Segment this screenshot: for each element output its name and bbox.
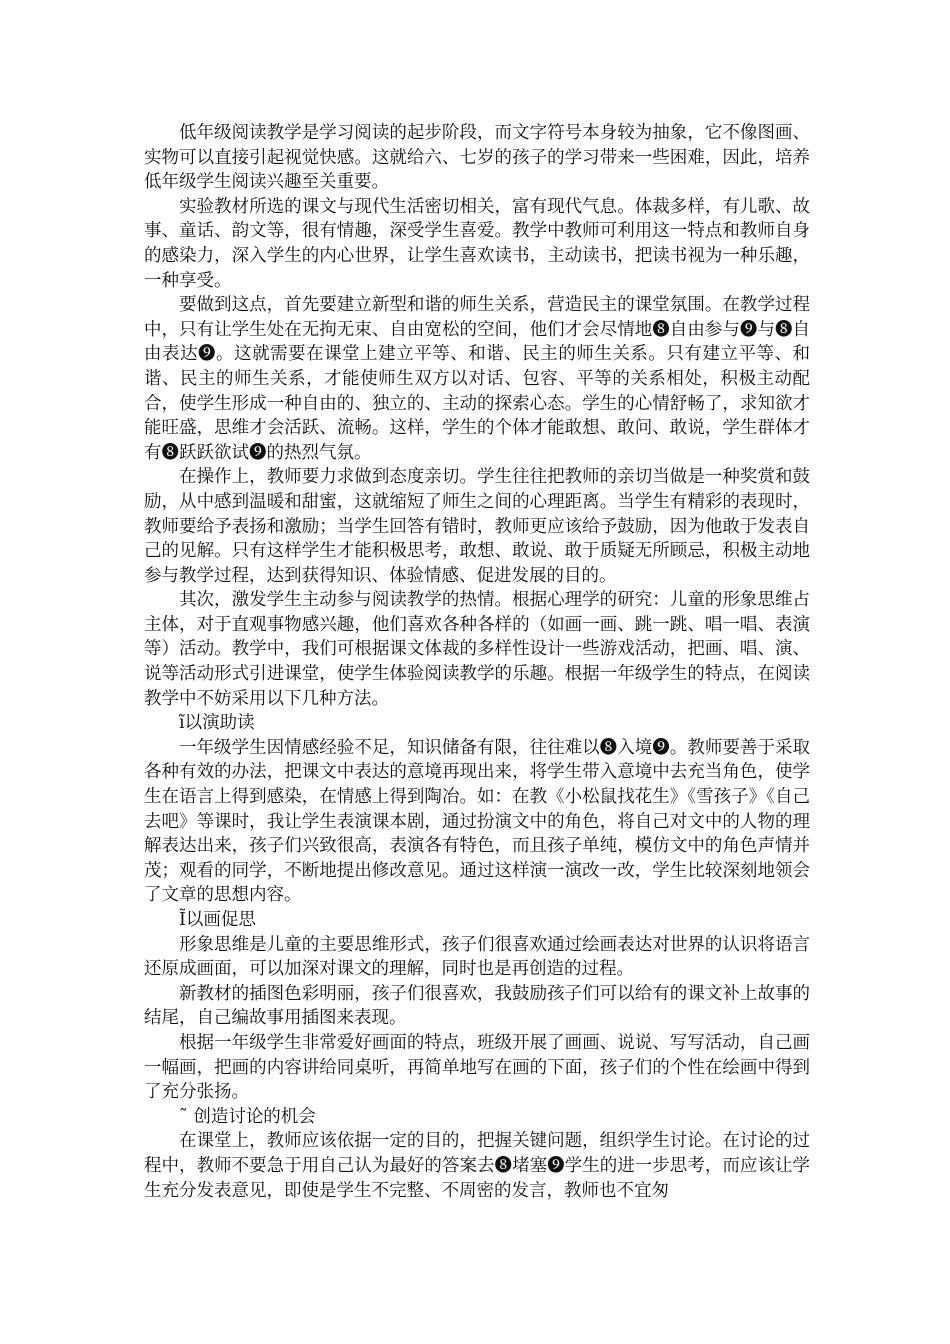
paragraph-acting: 一年级学生因情感经验不足，知识储备有限，往往难以❽入境❾。教师要善于采取各种有效的办法，把课文中表达的意境再现出来，将学生带入意境中去充当角色，使学生在语言上得到感染，在情感上得到陶冶。如：在教《小松鼠找花生》《雪孩子》《自己去吧》等课时，我让学生表演课本剧，通过扮演文中的角色，将自己对文中的人物的理解表达出来，孩子们兴致很高，表演各有特色，而且孩子单纯，模仿文中的角色声情并茂；观看的同学，不断地提出修改意见。通过这样演一演改一改，学生比较深刻地领会了文章的思想内容。: [144, 737, 810, 906]
section-heading-drawing: Ĩ以画促思: [179, 910, 256, 930]
document-body: [144, 121, 810, 1203]
paragraph-relationship: 要做到这点，首先要建立新型和谐的师生关系，营造民主的课堂氛围。在教学过程中，只有让学生处在无拘无束、自由宽松的空间，他们才会尽情地❽自由参与❾与❽自由表达❾。这就需要在课堂上建立平等、和谐、民主的师生关系。只有建立平等、和谐、民主的师生关系，才能使师生双方以对话、包容、平等的关系相处，积极主动配合，使学生形成一种自由的、独立的、主动的探索心态。学生的心情舒畅了，求知欲才能旺盛，思维才会活跃、流畅。这样，学生的个体才能敢想、敢问、敢说，学生群体才有❽跃跃欲试❾的热烈气氛。: [144, 295, 810, 463]
paragraph-textbook: 实验教材所选的课文与现代生活密切相关，富有现代气息。体裁多样，有儿歌、故事、童话、韵文等，很有情趣，深受学生喜爱。教学中教师可利用这一特点和教师自身的感染力，深入学生的内心世界，让学生喜欢读书，主动读书，把读书视为一种乐趣，一种享受。: [144, 196, 810, 291]
paragraph-drawing-2: 新教材的插图色彩明丽，孩子们很喜欢，我鼓励孩子们可以给有的课文补上故事的结尾，自己编故事用插图来表现。: [144, 983, 810, 1029]
section-heading-acting: ĩ以演助读: [179, 713, 255, 734]
paragraph-discussion: 在课堂上，教师应该依据一定的目的，把握关键问题，组织学生讨论。在讨论的过程中，教师不要急于用自己认为最好的答案去❽堵塞❾学生的进一步思考，而应该让学生充分发表意见，即使是学生不完整、不周密的发言，教师也不宜匆: [144, 1131, 810, 1201]
paragraph-participation: 其次，激发学生主动参与阅读教学的热情。根据心理学的研究：儿童的形象思维占主体，对于直观事物感兴趣，他们喜欢各种各样的（如画一画、跳一跳、唱一唱、表演等）活动。教学中，我们可根据课文体裁的多样性设计一些游戏活动，把画、唱、演、说等活动形式引进课堂，使学生体验阅读教学的乐趣。根据一年级学生的特点，在阅读教学中不妨采用以下几种方法。: [144, 590, 810, 709]
paragraph-drawing-1: 形象思维是儿童的主要思维形式，孩子们很喜欢通过绘画表达对世界的认识将语言还原成画面，可以加深对课文的理解，同时也是再创造的过程。: [144, 934, 810, 980]
paragraph-drawing-3: 根据一年级学生非常爱好画面的特点，班级开展了画画、说说、写写活动，自己画一幅画，把画的内容讲给同桌听，再简单地写在画的下面，孩子们的个性在绘画中得到了充分张扬。: [144, 1032, 810, 1103]
paragraph-attitude: 在操作上，教师要力求做到态度亲切。学生往往把教师的亲切当做是一种奖赏和鼓励，从中感到温暖和甜蜜，这就缩短了师生之间的心理距离。当学生有精彩的表现时，教师要给予表扬和激励；当学生回答有错时，教师更应该给予鼓励，因为他敢于发表自己的见解。只有这样学生才能积极思考，敢想、敢说、敢于质疑无所顾忌，积极主动地参与教学过程，达到获得知识、体验情感、促进发展的目的。: [144, 467, 810, 586]
paragraph-intro: 低年级阅读教学是学习阅读的起步阶段，而文字符号本身较为抽象，它不像图画、实物可以直接引起视觉快感。这就给六、七岁的孩子的学习带来一些困难，因此，培养低年级学生阅读兴趣至关重要。: [144, 123, 810, 193]
section-heading-discussion: ˜ 创造讨论的机会: [179, 1106, 316, 1127]
